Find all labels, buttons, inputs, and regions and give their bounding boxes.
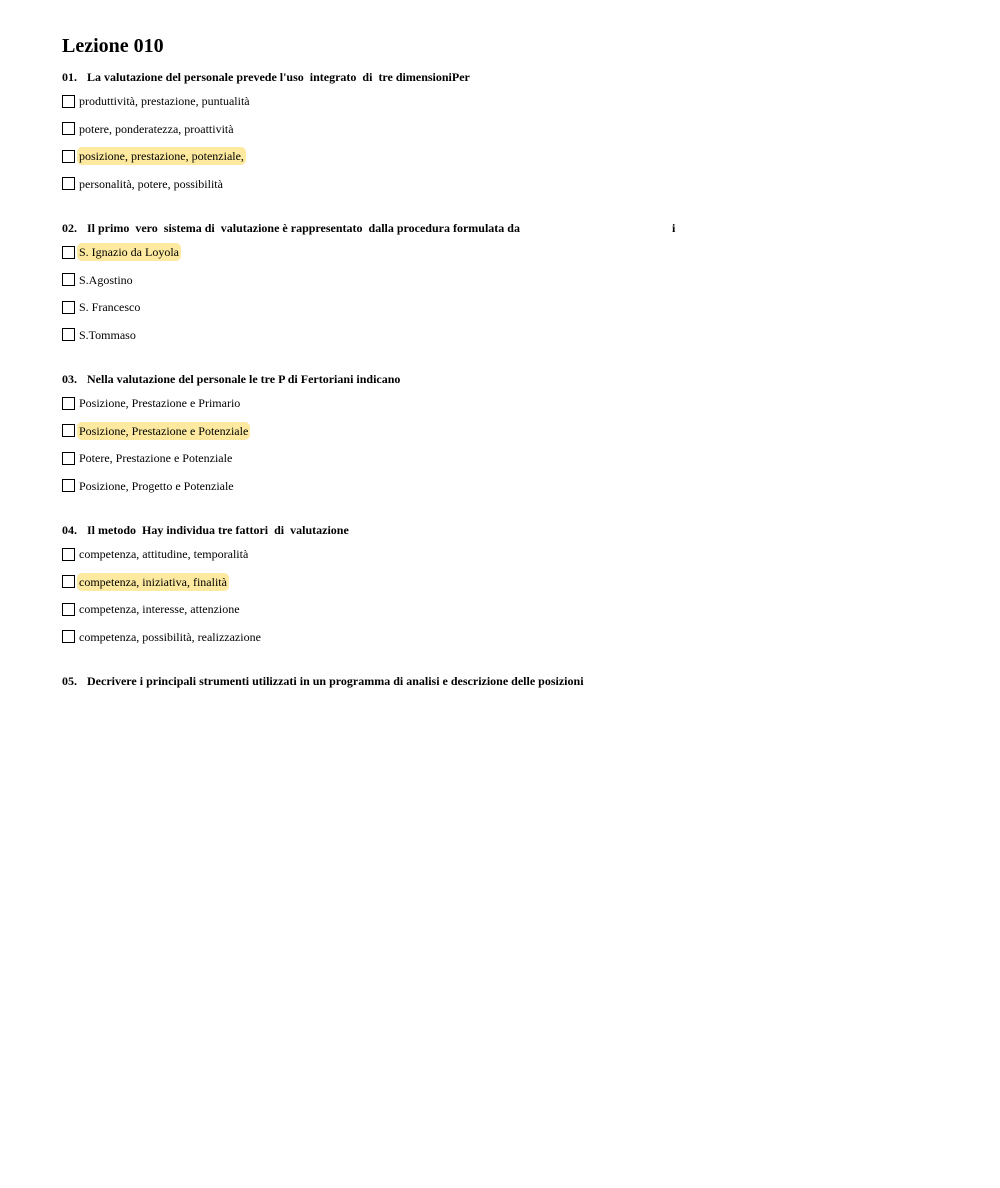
- option-label: Potere, Prestazione e Potenziale: [79, 451, 233, 465]
- checkbox[interactable]: [62, 548, 75, 561]
- page-title: Lezione 010: [62, 35, 164, 57]
- checkbox[interactable]: [62, 150, 75, 163]
- question-prompt: Decrivere i principali strumenti utilizzati in un programma di analisi e descrizione delle posizioni: [87, 674, 584, 688]
- question-number: 04.: [62, 523, 77, 537]
- option-label: Posizione, Prestazione e Primario: [79, 396, 241, 410]
- question-trailing-text: i: [672, 221, 676, 235]
- option[interactable]: [62, 599, 962, 619]
- options-list: [62, 393, 962, 496]
- checkbox[interactable]: [62, 424, 75, 437]
- option-label: potere, ponderatezza, proattività: [79, 121, 234, 136]
- option-label: S. Francesco: [79, 300, 141, 314]
- question-prompt: Il metodo Hay individua tre fattori di valutazione: [87, 523, 349, 537]
- option[interactable]: [62, 119, 962, 139]
- option-label: S.Tommaso: [79, 327, 136, 342]
- option[interactable]: [62, 297, 962, 317]
- checkbox[interactable]: [62, 246, 75, 259]
- question-5: [62, 673, 962, 689]
- option[interactable]: [62, 146, 962, 166]
- question-text: [62, 371, 962, 387]
- option-label: competenza, attitudine, temporalità: [79, 547, 249, 561]
- option[interactable]: [62, 393, 962, 413]
- option-label: S.Agostino: [79, 272, 133, 287]
- option-label: Posizione, Prestazione e Potenziale: [79, 423, 249, 438]
- question-number: 03.: [62, 372, 77, 386]
- question-number: 05.: [62, 674, 77, 688]
- option[interactable]: [62, 325, 962, 345]
- option-label: competenza, iniziativa, finalità: [79, 574, 227, 589]
- options-list: [62, 242, 962, 345]
- question-number: 02.: [62, 221, 77, 235]
- option[interactable]: [62, 544, 962, 564]
- checkbox[interactable]: [62, 328, 75, 341]
- option[interactable]: [62, 242, 962, 262]
- options-list: [62, 544, 962, 647]
- checkbox[interactable]: [62, 95, 75, 108]
- option[interactable]: [62, 270, 962, 290]
- checkbox[interactable]: [62, 273, 75, 286]
- question-text: [62, 522, 962, 538]
- option-label: posizione, prestazione, potenziale,: [79, 149, 244, 163]
- checkbox[interactable]: [62, 122, 75, 135]
- question-text: [62, 673, 962, 689]
- question-text: [62, 69, 962, 85]
- option-label: produttività, prestazione, puntualità: [79, 94, 250, 108]
- checkbox[interactable]: [62, 452, 75, 465]
- checkbox[interactable]: [62, 397, 75, 410]
- option[interactable]: [62, 174, 962, 194]
- checkbox[interactable]: [62, 177, 75, 190]
- checkbox[interactable]: [62, 630, 75, 643]
- question-2: [62, 220, 962, 345]
- option[interactable]: [62, 448, 962, 468]
- option-label: personalità, potere, possibilità: [79, 176, 223, 191]
- option-label: competenza, possibilità, realizzazione: [79, 629, 261, 644]
- question-4: [62, 522, 962, 647]
- question-prompt: La valutazione del personale prevede l'uso integrato di tre dimensioniPer: [87, 70, 470, 84]
- option-label: Posizione, Progetto e Potenziale: [79, 478, 234, 493]
- checkbox[interactable]: [62, 301, 75, 314]
- question-prompt: Il primo vero sistema di valutazione è rappresentato dalla procedura formulata da: [87, 221, 520, 235]
- question-3: [62, 371, 962, 496]
- checkbox[interactable]: [62, 603, 75, 616]
- option-label: competenza, interesse, attenzione: [79, 602, 240, 616]
- question-text: [62, 220, 962, 236]
- option-label: S. Ignazio da Loyola: [79, 245, 179, 259]
- option[interactable]: [62, 572, 962, 592]
- option[interactable]: [62, 91, 962, 111]
- option[interactable]: [62, 421, 962, 441]
- option[interactable]: [62, 476, 962, 496]
- question-prompt: Nella valutazione del personale le tre P di Fertoriani indicano: [87, 372, 401, 386]
- options-list: [62, 91, 962, 194]
- checkbox[interactable]: [62, 479, 75, 492]
- checkbox[interactable]: [62, 575, 75, 588]
- option[interactable]: [62, 627, 962, 647]
- question-number: 01.: [62, 70, 77, 84]
- question-1: [62, 69, 962, 194]
